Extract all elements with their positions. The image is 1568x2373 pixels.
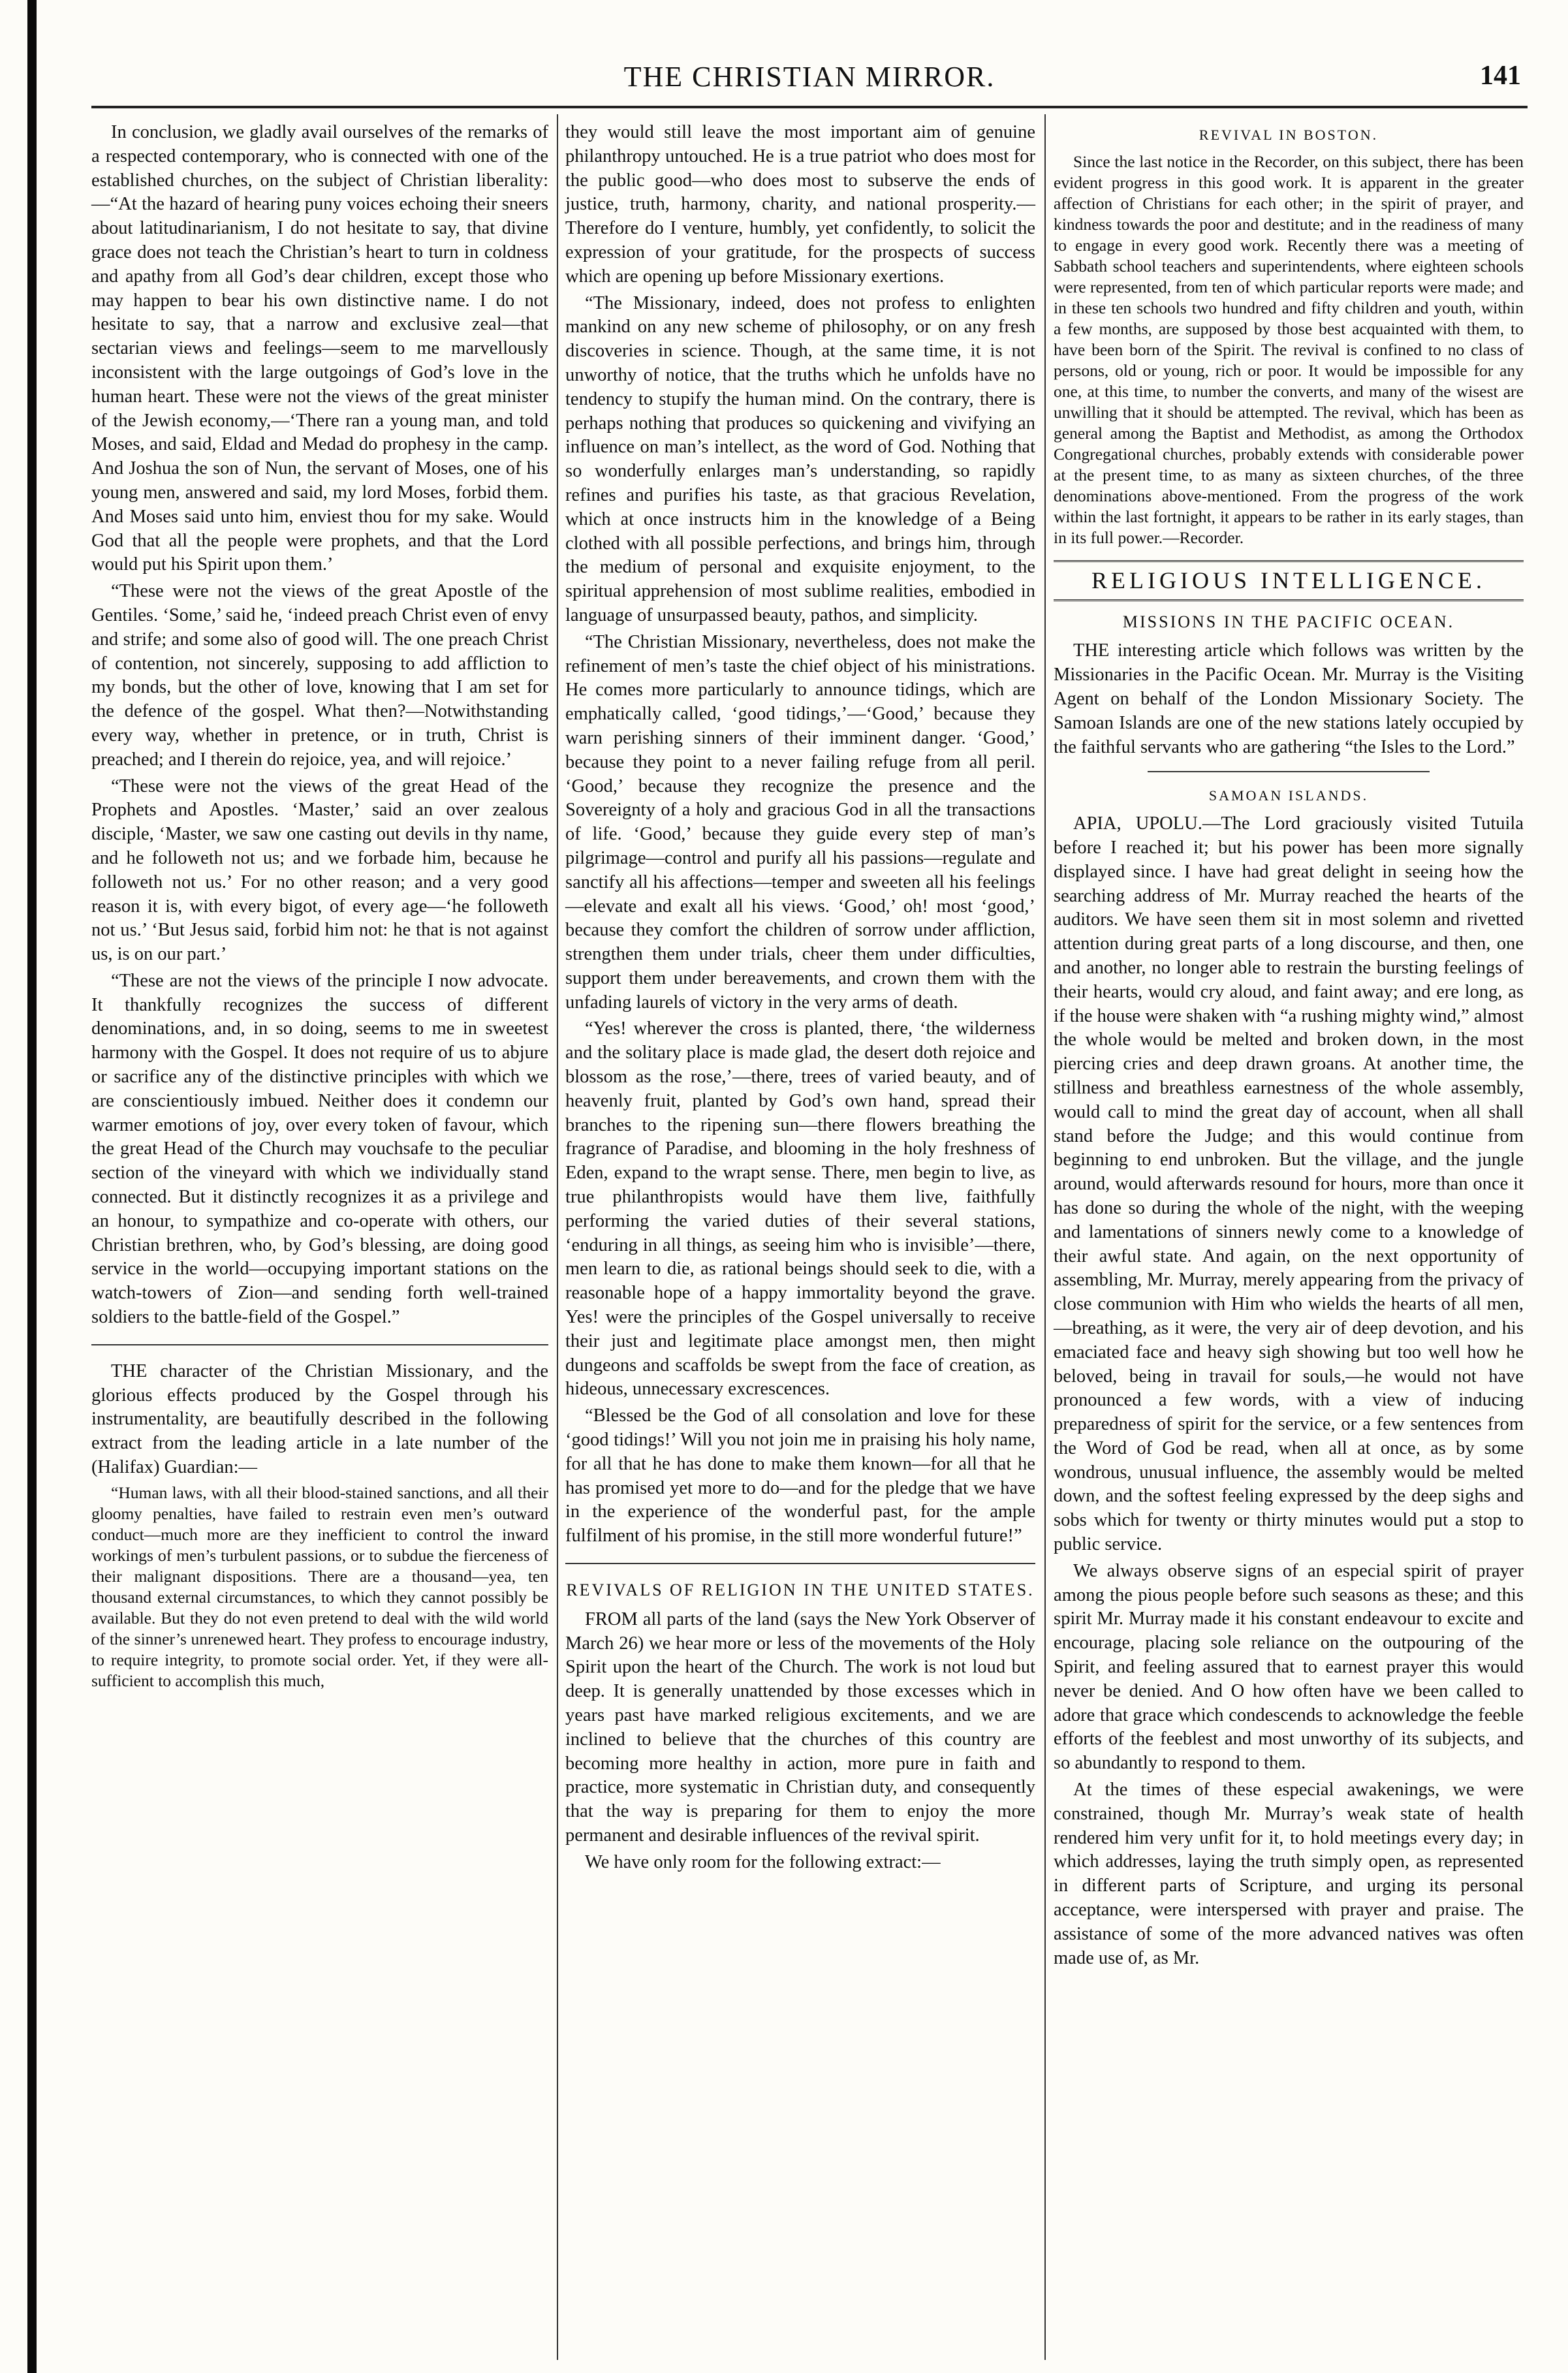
column-2 bbox=[565, 121, 1035, 1878]
column-1 bbox=[91, 121, 548, 1694]
header-rule bbox=[91, 106, 1528, 108]
section-heading: MISSIONS IN THE PACIFIC OCEAN. bbox=[1122, 612, 1455, 631]
article-paragraph: FROM all parts of the land (says the New York Observer of March 26) we hear more or less of the movements of the Holy Spirit upon the heart of the Church. The work is not loud but deep. It is generally unattended by those excesses which in years past have marked religious excitements, and we are inclined to believe that the churches of this country are becoming more healthy in action, more pure in faith and practice, more systematic in Christian duty, and consequently that the way is preparing for them to enjoy the more permanent and desirable influences of the revival spirit. bbox=[565, 1609, 1035, 1846]
article-paragraph: “These were not the views of the great Apostle of the Gentiles. ‘Some,’ said he, ‘indeed preach Christ even of envy and strife; and some also of good will. The one preach Christ of contention, not sincerely, supposing to add affliction to my bonds, but the other of love, knowing that I am set for the defence of the gospel. What then?—Notwithstanding every way, whether in pretence, or in truth, Christ is preached; and I therein do rejoice, yea, and will rejoice.’ bbox=[91, 581, 548, 770]
article-paragraph: “These are not the views of the principle I now advocate. It thankfully recognizes the success of different denominations, and, in so doing, seems to me in sweetest harmony with the Gospel. It does not require of us to abjure or sacrifice any of the distinctive principles with which we are conscientiously imbued. Neither does it condemn our warmer emotions of joy, over every token of favour, which the great Head of the Church may vouchsafe to the peculiar section of the vineyard with which we individually stand connected. But it distinctly recognizes it as a privilege and an honour, to sympathize and co-operate with others, our Christian brethren, who, by God’s blessing, are doing good service in the world—occupying important stations on the watch-towers of Zion—and sending forth well-trained soldiers to the battle-field of the Gospel.” bbox=[91, 970, 548, 1328]
article-paragraph: “These were not the views of the great Head of the Prophets and Apostles. ‘Master,’ said an over zealous disciple, ‘Master, we saw one casting out devils in thy name, and he followeth not us; and we forbade him, because he followeth not us.’ For no other reason; and a very good reason it is, with every bigot, of every age—‘he followeth not us.’ ‘But Jesus said, forbid him not: he that is not against us, is on our part.’ bbox=[91, 776, 548, 965]
article-paragraph: At the times of these especial awakenings, we were constrained, though Mr. Murray’s weak state of health rendered him very unfit for it, to hold meetings every day; in which addresses, laying the truth simply open, as represented in different parts of Scripture, and urging its personal acceptance, were interspersed with prayer and praise. The assistance of some of the more advanced natives was often made use of, as Mr. bbox=[1054, 1780, 1524, 1968]
page-title: THE CHRISTIAN MIRROR. bbox=[623, 61, 996, 93]
department-heading: RELIGIOUS INTELLIGENCE. bbox=[1054, 560, 1524, 601]
article-paragraph: they would still leave the most important aim of genuine philanthropy untouched. He is a true patriot who does most for the public good—who does most to subserve the ends of justice, truth, harmony, charity, and national prosperity.—Therefore do I venture, humbly, yet confidently, to solicit the expression of your gratitude, for the prospects of success which are opening up before Missionary exertions. bbox=[565, 122, 1035, 287]
section-heading: REVIVALS OF RELIGION IN THE UNITED STATES. bbox=[566, 1580, 1035, 1600]
page-binding-edge bbox=[27, 0, 37, 2373]
article-paragraph: “The Missionary, indeed, does not profess to enlighten mankind on any new scheme of philosophy, or on any fresh discoveries in science. Though, at the same time, it is not unworthy of notice, that the truths which he unfolds have no tendency to stupify the human mind. On the contrary, there is perhaps nothing that produces so quickening and vivifying an influence on man’s intellect, as the word of God. Nothing that so wonderfully enlarges man’s understanding, so rapidly refines and purifies his taste, as that gracious Revelation, which at once instructs him in the knowledge of a Being clothed with all possible perfections, and brings him, through the medium of personal and exquisite enjoyment, to the spiritual apprehension of most sublime realities, embodied in language of unsurpassed beauty, pathos, and simplicity. bbox=[565, 292, 1035, 625]
article-paragraph: “Blessed be the God of all consolation and love for these ‘good tidings!’ Will you not join me in praising his holy name, for all that he has done to make them known—for all that he has promised yet more to do—and for the pledge that we have in the experience of the wonderful past, for the ample fulfilment of his promise, in the still more wonderful future!” bbox=[565, 1406, 1035, 1547]
article-paragraph: “Yes! wherever the cross is planted, there, ‘the wilderness and the solitary place is made glad, the desert doth rejoice and blossom as the rose,’—there, trees of varied beauty, and of heavenly fruit, planted by God’s own hand, spread their branches to the ripening sun—there flowers breathing the fragrance of Paradise, and blooming in the holy freshness of Eden, expand to the wrapt sense. There, men begin to live, as true philanthropists would have them live, faithfully performing the varied duties of their several stations, ‘enduring in all things, as seeing him who is invisible’—there, men learn to die, as rational beings should seek to die, with a reasonable hope of a happy immortality beyond the grave. Yes! were the principles of the Gospel universally to receive their just and legitimate place amongst men, then might dungeons and scaffolds be swept from the face of creation, as hideous, unnecessary excrescences. bbox=[565, 1018, 1035, 1400]
article-separator bbox=[91, 1344, 548, 1345]
article-paragraph: We have only room for the following extract:— bbox=[585, 1851, 941, 1872]
article-paragraph: In conclusion, we gladly avail ourselves of the remarks of a respected contemporary, who is connected with one of the established churches, on the subject of Christian liberality:—“At the hazard of hearing puny voices echoing their sneers about latitudinarianism, I do not hesitate to say, that divine grace does not teach the Christian’s heart to turn in coldness and apathy from all God’s dear children, except those who may happen to bear his own distinctive name. I do not hesitate to say, that a narrow and exclusive zeal—that sectarian views and feelings—seem to me marvellously inconsistent with the large outgoings of God’s love in the human heart. These were not the views of the great minister of the Jewish economy,—‘There ran a young man, and told Moses, and said, Eldad and Medad do prophesy in the camp. And Joshua the son of Nun, the servant of Moses, one of his young men, answered and said, my lord Moses, forbid them. And Moses said unto him, enviest thou for my sake. Would God that all the people were prophets, and that the Lord would put his Spirit upon them.’ bbox=[91, 122, 548, 575]
column-rule-2 bbox=[1044, 114, 1046, 2360]
page-number: 141 bbox=[1480, 61, 1521, 91]
article-separator bbox=[1148, 771, 1430, 772]
article-paragraph: We always observe signs of an especial spirit of prayer among the pious people before such seasons as these; and this spirit Mr. Murray made it his constant endeavour to excite and encourage, placing sole reliance on the outpouring of the Spirit, and feeling assured that to earnest prayer this would never be denied. And O how often have we been called to adore that grace which condescends to acknowledge the feeble efforts of the feeblest and most unworthy of its subjects, and so abundantly to respond to them. bbox=[1054, 1560, 1524, 1774]
article-paragraph: APIA, UPOLU.—The Lord graciously visited Tutuila before I reached it; but his power has been more signally displayed since. I have had great delight in seeing how the searching address of Mr. Murray reached the hearts of the auditors. We have seen them sit in most solemn and rivetted attention during great parts of a long discourse, and then, one and another, no longer able to restrain the bursting feelings of their hearts, would cry aloud, and faint away; and ere long, as if the house were shaken with “a rushing mighty wind,” almost the whole would be melted and broken down, in the most piercing cries and deep drawn groans. At another time, the stillness and breathless earnestness of the whole assembly, would call to mind the great day of account, when all shall stand before the Judge; and this would continue from beginning to end unbroken. But the village, and the jungle around, would afterwards resound for hours, more than once it has done so during the whole of the night, with the weeping and lamentations of sinners newly come to a knowledge of their awful state. And again, on the next opportunity of assembling, Mr. Murray, merely appearing from the privacy of close communion with Him who wields the hearts of all men,—breathing, as it were, the very air of deep devotion, and his emaciated face and heavy sigh showing but too well how he beloved, being in travail for souls,—he would not have pronounced a few words, with a view of inducing preparedness of spirit for the service, or a few sentences from the Word of God be read, when all at once, as by some wondrous, unusual influence, the assembly would be melted down, and the softest feeling expressed by the deep sighs and sobs which for twenty or thirty minutes would put a stop to public service. bbox=[1054, 813, 1524, 1555]
article-paragraph: THE character of the Christian Missionary, and the glorious effects produced by the Gospel through his instrumentality, are beautifully described in the following extract from the leading article in a late number of the (Halifax) Guardian:— bbox=[91, 1360, 548, 1478]
column-3 bbox=[1054, 121, 1524, 1973]
article-separator bbox=[565, 1563, 1035, 1564]
page-header bbox=[91, 60, 1528, 99]
subsection-heading: SAMOAN ISLANDS. bbox=[1208, 787, 1369, 804]
article-paragraph: THE interesting article which follows was written by the Missionaries in the Pacific Ocean. Mr. Murray is the Visiting Agent on behalf of the London Missionary Society. The Samoan Islands are one of the new stations lately occupied by the faithful servants who are gathering “the Isles to the Lord.” bbox=[1054, 640, 1524, 757]
quoted-paragraph: “Human laws, with all their blood-stained sanctions, and all their gloomy penalties, have failed to restrain even men’s outward conduct—much more are they inefficient to control the inward workings of men’s turbulent passions, or to subdue the fierceness of their malignant dispositions. There are a thousand—yea, ten thousand external circumstances, to which they cannot possibly be available. But they do not even pretend to deal with the wild world of the sinner’s unrenewed heart. They profess to encourage industry, to require integrity, to promote social order. Yet, if they were all-sufficient to accomplish this much, bbox=[91, 1483, 548, 1690]
subsection-heading: REVIVAL IN BOSTON. bbox=[1199, 127, 1379, 143]
article-paragraph: Since the last notice in the Recorder, on this subject, there has been evident progress in this good work. It is apparent in the greater affection of Christians for each other; in the spirit of prayer, and kindness towards the poor and destitute; and in the readiness of many to engage in every good work. Recently there was a meeting of Sabbath school teachers and superintendents, where eighteen schools were represented, from ten of which particular reports were made; and in these ten schools two hundred and fifty children and youth, within a few months, are supposed by those best acquainted with them, to have been born of the Spirit. The revival is confined to no class of persons, old or young, rich or poor. It would be impossible for any one, at this time, to number the converts, and many of the wisest are unwilling that it should be attempted. The revival, which has been as general among the Baptist and Methodist, as among the Orthodox Congregational churches, probably extends with considerable power at the present time, to as many as sixteen churches, of the three denominations above-mentioned. From the progress of the work within the last fortnight, it appears to be rather in its early stages, than in its full power.—Recorder. bbox=[1054, 151, 1524, 547]
column-rule-1 bbox=[557, 114, 558, 2360]
article-paragraph: “The Christian Missionary, nevertheless, does not make the refinement of men’s taste the chief object of his ministrations. He comes more particularly to announce tidings, which are emphatically called, ‘good tidings,’—‘Good,’ because they warn perishing sinners of their imminent danger. ‘Good,’ because they point to a never failing refuge from all peril. ‘Good,’ because they recognize the presence and the Sovereignty of a holy and gracious God in all the transactions of life. ‘Good,’ because they guide every step of man’s pilgrimage—control and purify all his passions—regulate and sanctify all his affections—temper and sweeten all his feelings—elevate and exalt all his views. ‘Good,’ oh! most ‘good,’ because they comfort the children of sorrow under affliction, strengthen them under trials, cheer them under difficulties, support them under bereavements, and crown them with the unfading laurels of victory in the very arms of death. bbox=[565, 631, 1035, 1013]
